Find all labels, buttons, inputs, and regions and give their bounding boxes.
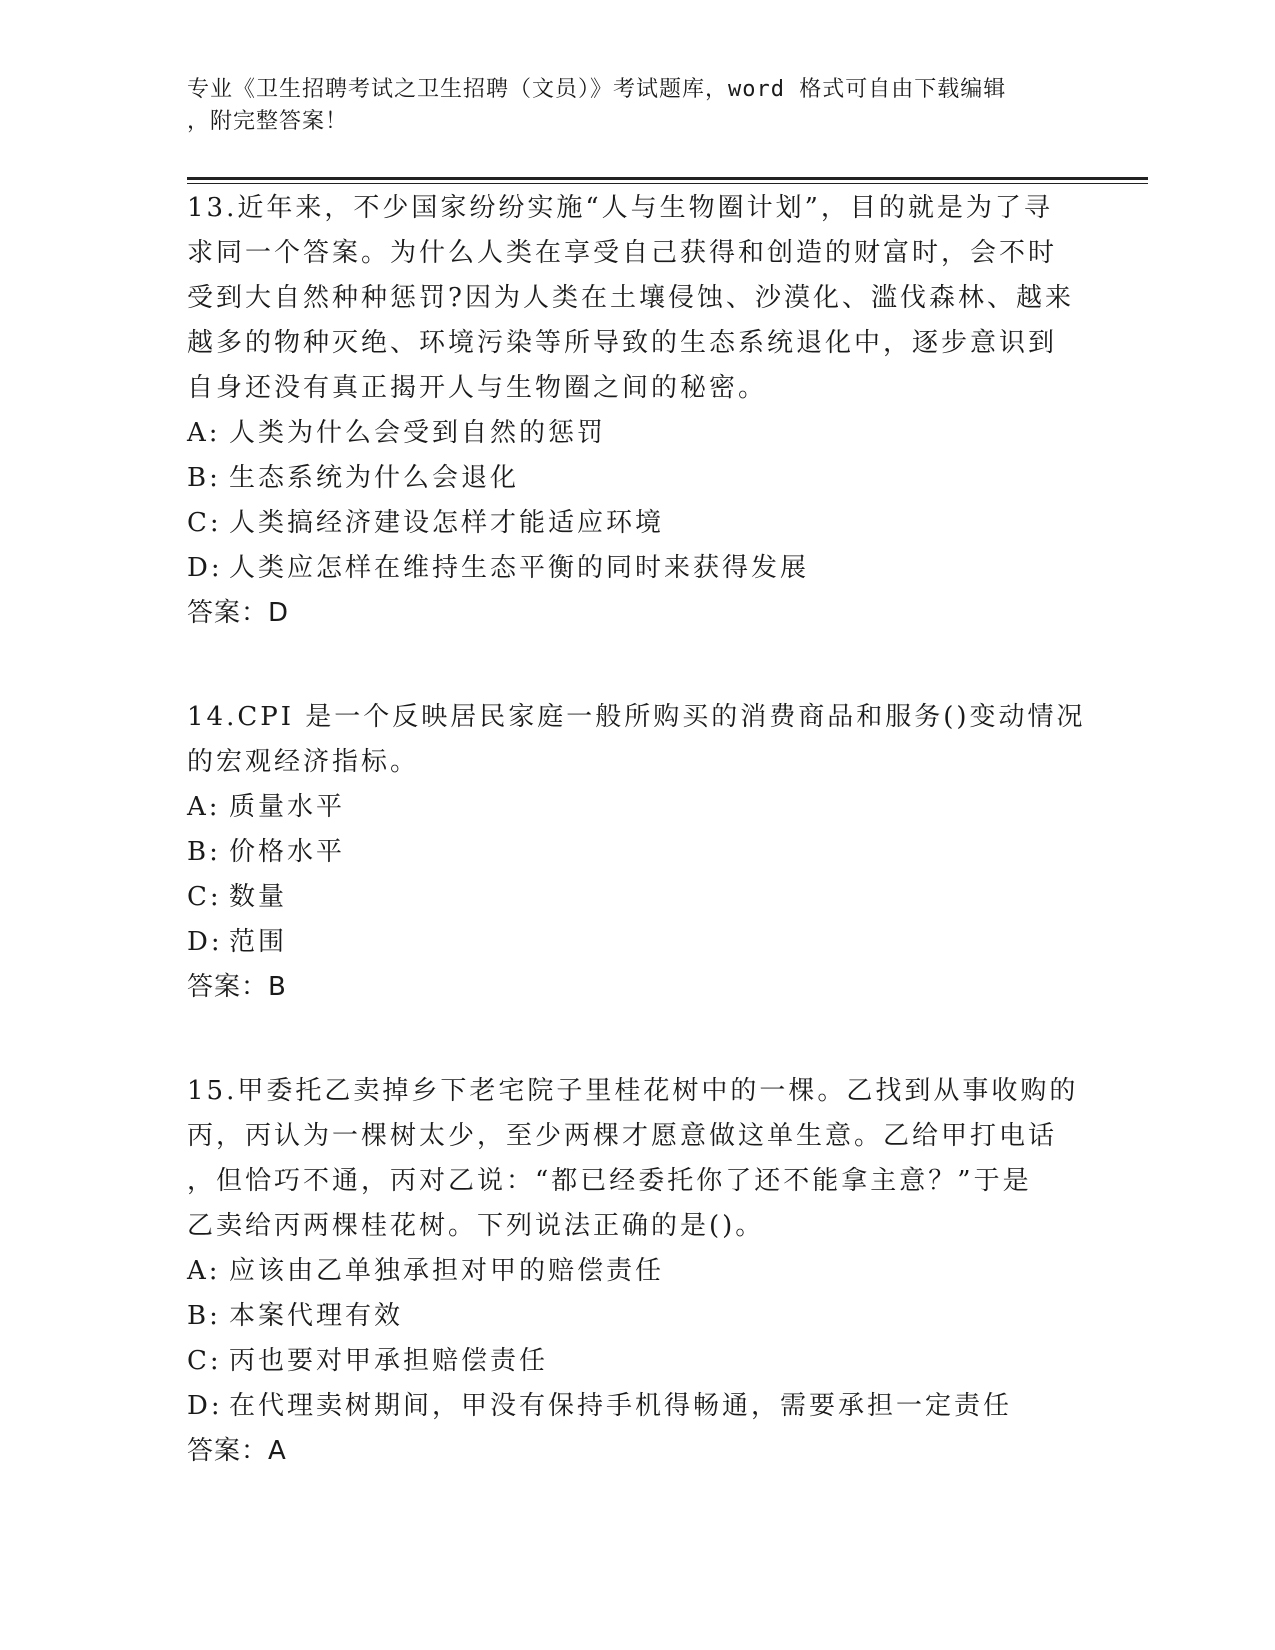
option-text: 丙也要对甲承担赔偿责任	[229, 1346, 549, 1376]
stem-line: 受到大自然种种惩罚?因为人类在土壤侵蚀、沙漠化、滥伐森林、越来	[187, 283, 1074, 313]
option-key: B:	[187, 1301, 221, 1331]
question-14	[187, 695, 1087, 1010]
option-a	[187, 1249, 1087, 1294]
option-c	[187, 1339, 1087, 1384]
stem-line: 14.CPI 是一个反映居民家庭一般所购买的消费商品和服务()变动情况	[187, 702, 1086, 732]
header-line: ，附完整答案！	[187, 109, 349, 134]
option-c	[187, 501, 1087, 546]
stem-line: 丙，丙认为一棵树太少，至少两棵才愿意做这单生意。乙给甲打电话	[187, 1121, 1058, 1151]
question-15	[187, 1069, 1087, 1474]
option-key: D:	[187, 553, 223, 583]
option-text: 在代理卖树期间，甲没有保持手机得畅通，需要承担一定责任	[229, 1391, 1013, 1421]
stem-line: 求同一个答案。为什么人类在享受自己获得和创造的财富时，会不时	[187, 238, 1058, 268]
answer-line: 答案：A	[187, 1436, 287, 1466]
option-c	[187, 875, 1087, 920]
stem-line: ，但恰巧不通，丙对乙说：“都已经委托你了还不能拿主意？”于是	[187, 1166, 1032, 1196]
option-key: B:	[187, 463, 221, 493]
option-text: 范围	[229, 927, 288, 957]
option-d	[187, 920, 1087, 965]
answer-line: 答案：B	[187, 972, 287, 1002]
question-stem	[187, 695, 1087, 785]
answer-line: 答案：D	[187, 598, 290, 628]
document-header	[187, 74, 1087, 138]
stem-line: 乙卖给丙两棵桂花树。下列说法正确的是()。	[187, 1211, 765, 1241]
option-key: C:	[187, 882, 222, 912]
option-b	[187, 830, 1087, 875]
option-key: C:	[187, 508, 222, 538]
question-stem	[187, 186, 1087, 411]
header-line: 专业《卫生招聘考试之卫生招聘（文员）》考试题库，word 格式可自由下载编辑	[187, 77, 1007, 102]
option-b	[187, 1294, 1087, 1339]
stem-line: 13.近年来，不少国家纷纷实施“人与生物圈计划”，目的就是为了寻	[187, 193, 1053, 223]
stem-line: 的宏观经济指标。	[187, 747, 420, 777]
option-d	[187, 546, 1087, 591]
option-key: D:	[187, 927, 223, 957]
option-key: A:	[187, 418, 221, 448]
stem-line: 越多的物种灭绝、环境污染等所导致的生态系统退化中，逐步意识到	[187, 328, 1058, 358]
option-b	[187, 456, 1087, 501]
option-key: D:	[187, 1391, 223, 1421]
option-a	[187, 411, 1087, 456]
option-text: 应该由乙单独承担对甲的赔偿责任	[229, 1256, 665, 1286]
option-text: 本案代理有效	[229, 1301, 404, 1331]
stem-line: 自身还没有真正揭开人与生物圈之间的秘密。	[187, 373, 768, 403]
option-key: B:	[187, 837, 221, 867]
option-key: A:	[187, 1256, 221, 1286]
option-key: A:	[187, 792, 221, 822]
option-d	[187, 1384, 1087, 1429]
question-stem	[187, 1069, 1087, 1249]
option-text: 人类搞经济建设怎样才能适应环境	[229, 508, 665, 538]
option-text: 价格水平	[229, 837, 346, 867]
option-a	[187, 785, 1087, 830]
option-text: 人类为什么会受到自然的惩罚	[229, 418, 607, 448]
option-text: 人类应怎样在维持生态平衡的同时来获得发展	[229, 553, 810, 583]
question-list	[187, 186, 1087, 1533]
option-key: C:	[187, 1346, 222, 1376]
header-divider-thick	[187, 177, 1148, 180]
option-text: 生态系统为什么会退化	[229, 463, 520, 493]
question-13	[187, 186, 1087, 636]
option-text: 数量	[229, 882, 288, 912]
option-text: 质量水平	[229, 792, 346, 822]
header-divider-thin	[187, 183, 1148, 184]
stem-line: 15.甲委托乙卖掉乡下老宅院子里桂花树中的一棵。乙找到从事收购的	[187, 1076, 1079, 1106]
